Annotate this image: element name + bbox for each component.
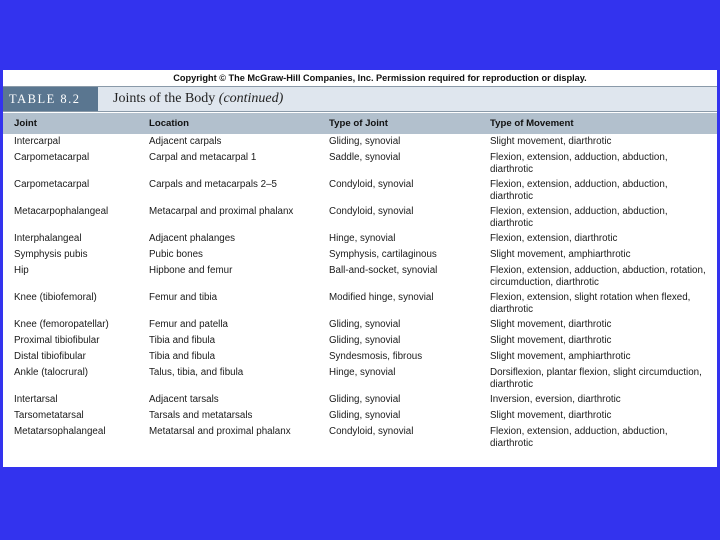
cell-joint: Intercarpal [14, 136, 61, 147]
cell-location: Femur and patella [149, 319, 228, 330]
column-header-location: Location [149, 118, 189, 129]
cell-joint: Proximal tibiofibular [14, 335, 100, 346]
table-title-bar [3, 86, 717, 112]
cell-joint: Knee (femoropatellar) [14, 319, 109, 330]
cell-location: Femur and tibia [149, 292, 218, 303]
cell-location: Metatarsal and proximal phalanx [149, 426, 291, 437]
table-title-suffix: (continued) [218, 91, 284, 106]
copyright-notice: Copyright © The McGraw-Hill Companies, Inc. Permission required for reproduction or display. [173, 73, 587, 83]
cell-joint: Interphalangeal [14, 233, 82, 244]
cell-location: Carpals and metacarpals 2–5 [149, 179, 277, 190]
cell-type-of-movement: Slight movement, amphiarthrotic [490, 249, 631, 260]
cell-location: Adjacent phalanges [149, 233, 236, 244]
cell-type-of-movement: Flexion, extension, adduction, abduction, diarthrotic [490, 426, 668, 449]
cell-type-of-joint: Hinge, synovial [329, 233, 396, 244]
cell-location: Carpal and metacarpal 1 [149, 152, 257, 163]
cell-joint: Hip [14, 265, 29, 276]
cell-joint: Ankle (talocrural) [14, 367, 89, 378]
cell-joint: Tarsometatarsal [14, 410, 84, 421]
cell-location: Adjacent carpals [149, 136, 222, 147]
column-header-type-of-joint: Type of Joint [329, 118, 388, 129]
cell-type-of-movement: Flexion, extension, adduction, abduction, diarthrotic [490, 179, 668, 202]
column-header-type-of-movement: Type of Movement [490, 118, 574, 129]
cell-location: Tibia and fibula [149, 351, 216, 362]
cell-joint: Knee (tibiofemoral) [14, 292, 97, 303]
cell-location: Tarsals and metatarsals [149, 410, 253, 421]
column-header-joint: Joint [14, 118, 37, 129]
cell-type-of-joint: Condyloid, synovial [329, 206, 414, 217]
cell-type-of-joint: Syndesmosis, fibrous [329, 351, 423, 362]
cell-joint: Distal tibiofibular [14, 351, 86, 362]
cell-type-of-movement: Flexion, extension, slight rotation when flexed, diarthrotic [490, 292, 691, 315]
cell-joint: Symphysis pubis [14, 249, 88, 260]
cell-type-of-movement: Slight movement, diarthrotic [490, 319, 612, 330]
cell-type-of-joint: Condyloid, synovial [329, 426, 414, 437]
table-title [113, 87, 283, 111]
cell-type-of-joint: Gliding, synovial [329, 136, 401, 147]
table-label: TABLE 8.2 [3, 87, 98, 111]
cell-type-of-movement: Slight movement, diarthrotic [490, 136, 612, 147]
cell-type-of-movement: Flexion, extension, adduction, abduction, diarthrotic [490, 206, 668, 229]
cell-location: Talus, tibia, and fibula [149, 367, 244, 378]
cell-joint: Carpometacarpal [14, 179, 90, 190]
cell-type-of-movement: Flexion, extension, adduction, abduction, diarthrotic [490, 152, 668, 175]
cell-joint: Metacarpophalangeal [14, 206, 109, 217]
cell-type-of-joint: Condyloid, synovial [329, 179, 414, 190]
cell-type-of-joint: Ball-and-socket, synovial [329, 265, 438, 276]
cell-type-of-movement: Flexion, extension, diarthrotic [490, 233, 618, 244]
cell-type-of-movement: Slight movement, amphiarthrotic [490, 351, 631, 362]
table-slide [3, 70, 717, 467]
cell-location: Hipbone and femur [149, 265, 233, 276]
cell-type-of-joint: Hinge, synovial [329, 367, 396, 378]
cell-location: Pubic bones [149, 249, 203, 260]
cell-type-of-movement: Slight movement, diarthrotic [490, 410, 612, 421]
cell-type-of-movement: Inversion, eversion, diarthrotic [490, 394, 621, 405]
cell-type-of-movement: Dorsiflexion, plantar flexion, slight circumduction, diarthrotic [490, 367, 702, 390]
cell-type-of-joint: Saddle, synovial [329, 152, 401, 163]
cell-type-of-movement: Flexion, extension, adduction, abduction, rotation, circumduction, diarthrotic [490, 265, 706, 288]
cell-type-of-joint: Gliding, synovial [329, 410, 401, 421]
cell-location: Adjacent tarsals [149, 394, 219, 405]
cell-type-of-joint: Gliding, synovial [329, 335, 401, 346]
table-header-row [3, 113, 717, 134]
cell-location: Metacarpal and proximal phalanx [149, 206, 294, 217]
cell-type-of-joint: Modified hinge, synovial [329, 292, 434, 303]
cell-type-of-joint: Gliding, synovial [329, 394, 401, 405]
cell-type-of-movement: Slight movement, diarthrotic [490, 335, 612, 346]
cell-joint: Carpometacarpal [14, 152, 90, 163]
cell-joint: Intertarsal [14, 394, 58, 405]
cell-location: Tibia and fibula [149, 335, 216, 346]
cell-joint: Metatarsophalangeal [14, 426, 106, 437]
table-title-text: Joints of the Body [113, 91, 216, 106]
cell-type-of-joint: Gliding, synovial [329, 319, 401, 330]
cell-type-of-joint: Symphysis, cartilaginous [329, 249, 437, 260]
